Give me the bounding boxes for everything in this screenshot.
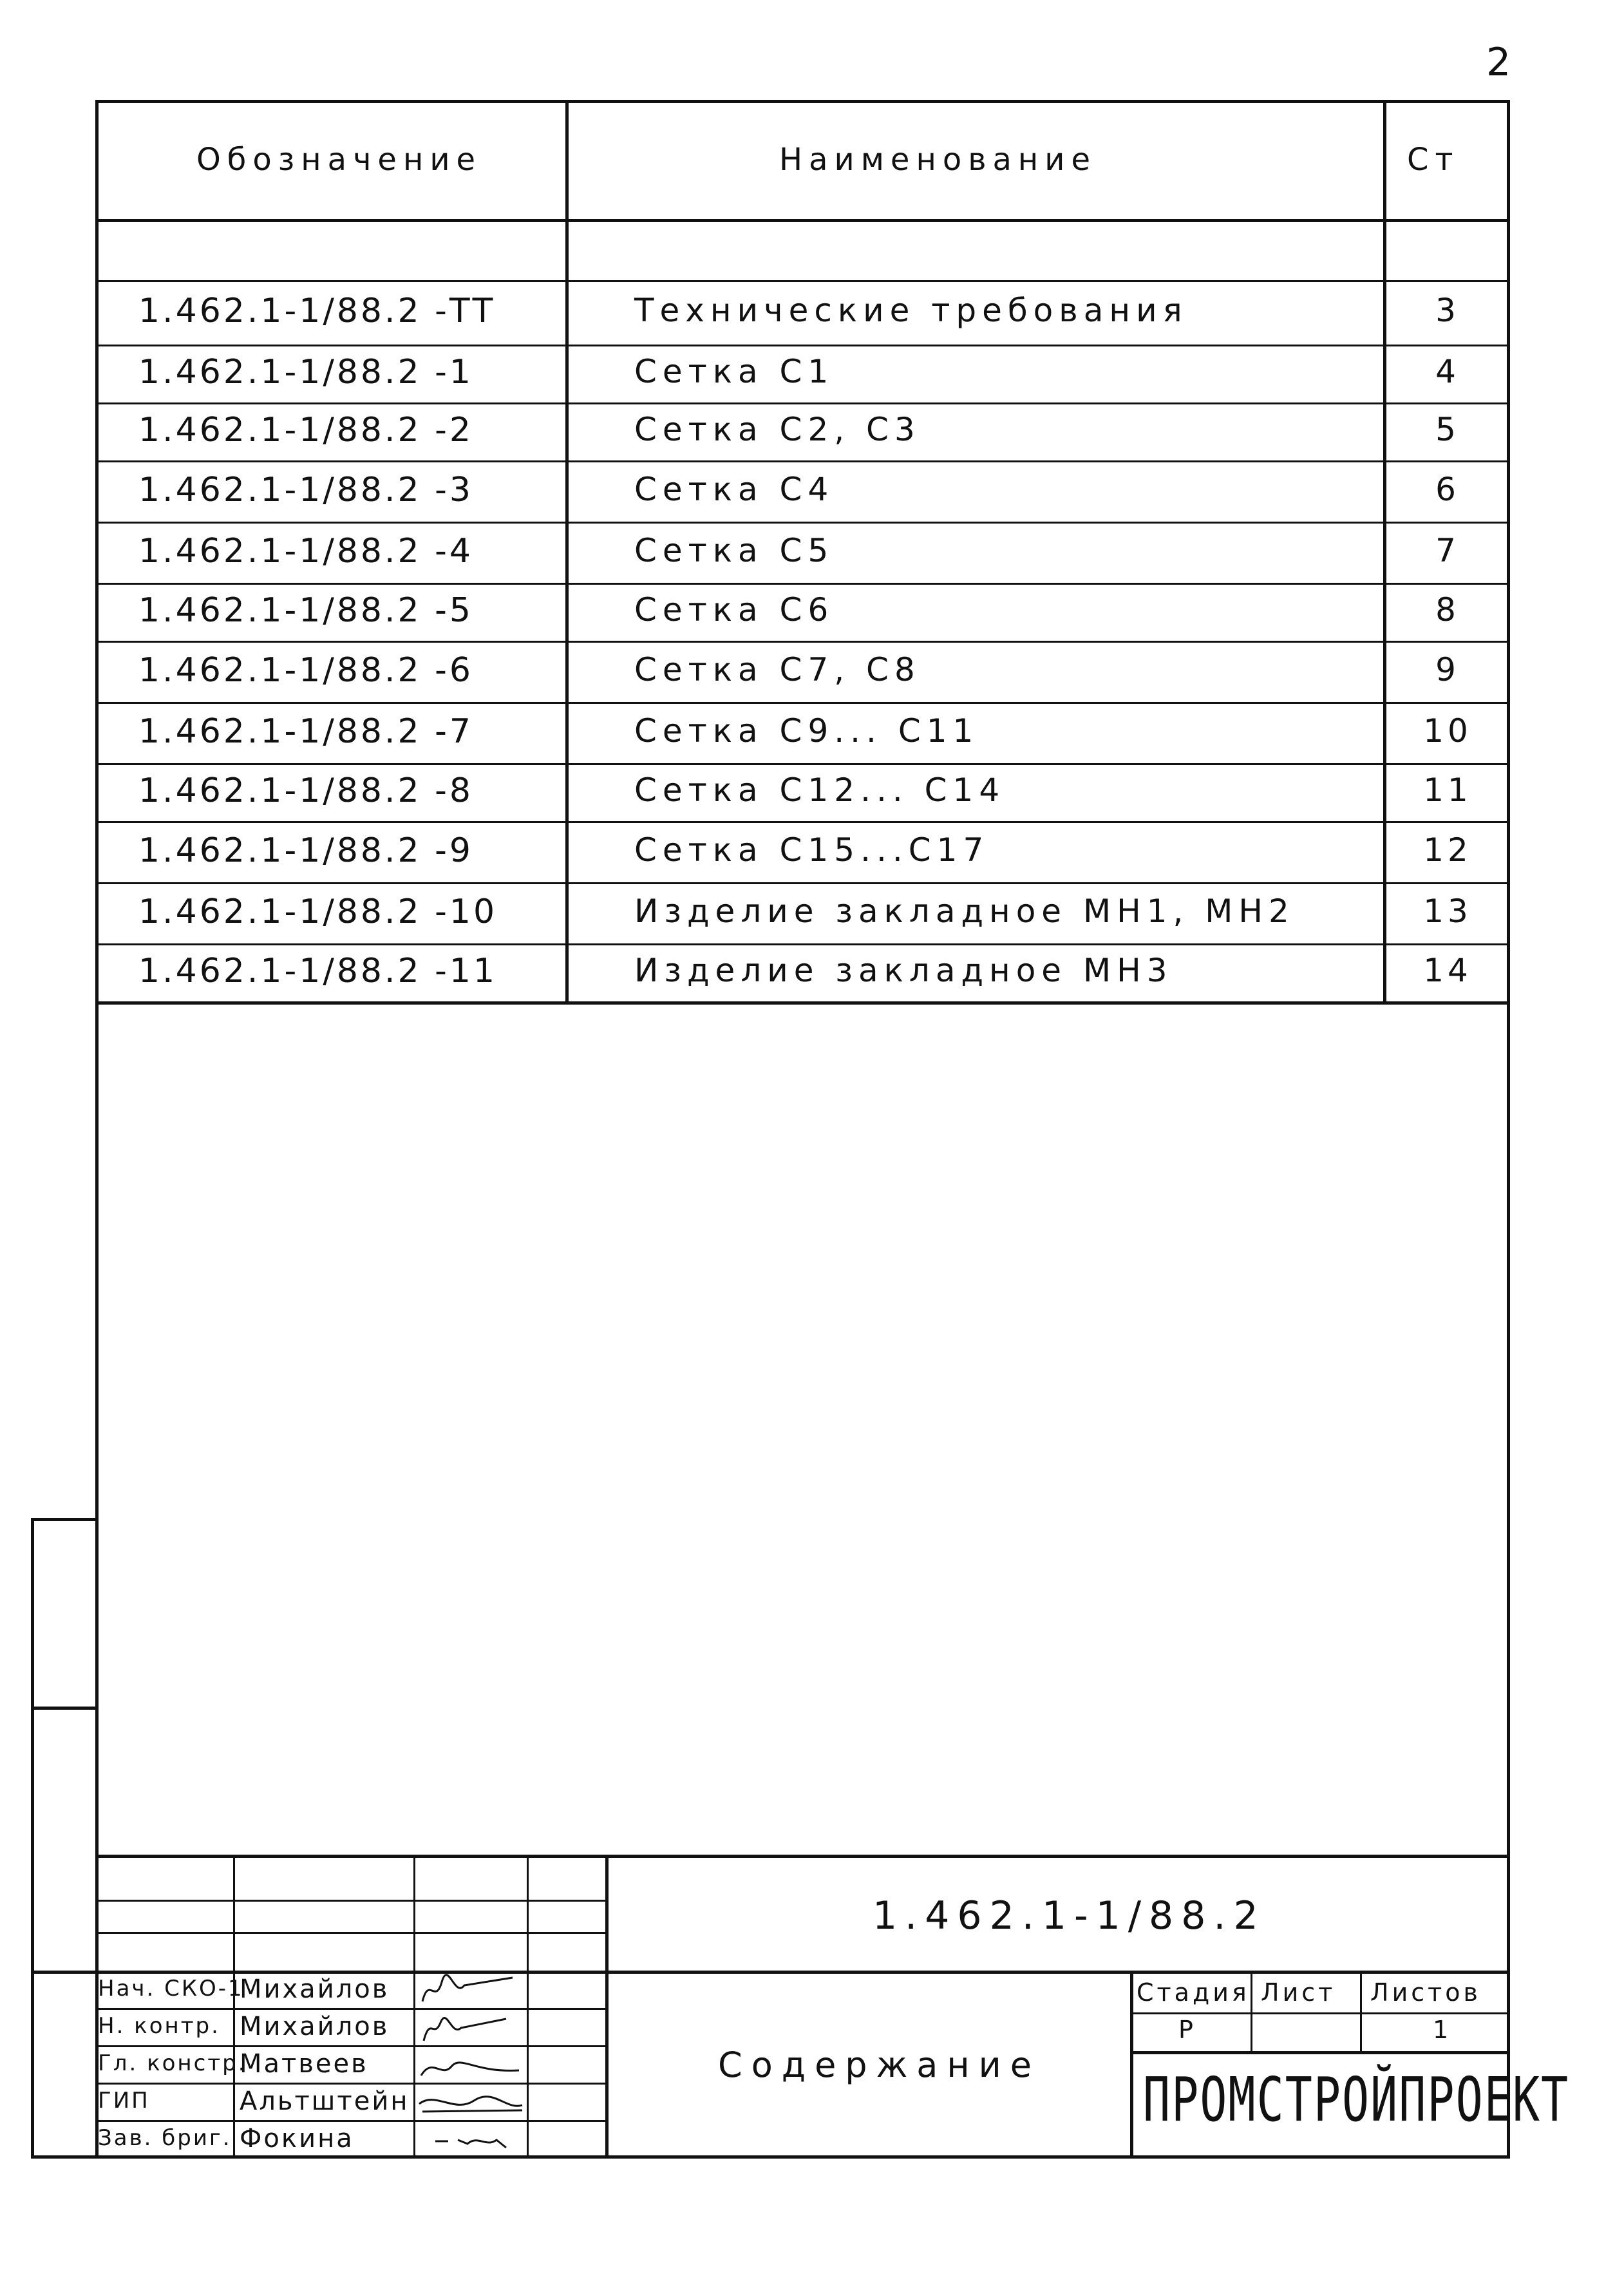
signature-mark xyxy=(416,1972,525,2009)
document-code: 1.462.1-1/88.2 xyxy=(873,1893,1266,1938)
header-designation: Обозначение xyxy=(196,142,482,178)
signatory-role: Нач. СКО-1 xyxy=(98,1976,244,2001)
sheet-number: 2 xyxy=(1486,40,1511,85)
row-line xyxy=(95,702,1510,704)
row-page: 6 xyxy=(1435,470,1460,508)
tb-row-line xyxy=(95,2008,605,2010)
row-designation: 1.462.1-1/88.2 -8 xyxy=(138,771,474,810)
header-bottom-line xyxy=(95,219,1510,222)
row-name: Изделие закладное МН1, МН2 xyxy=(634,892,1295,930)
title-block-top xyxy=(95,1855,1510,1858)
title-block-mid xyxy=(605,1971,1510,1974)
row-name: Технические требования xyxy=(634,292,1188,329)
row-name: Сетка С15...С17 xyxy=(634,831,990,869)
row-page: 9 xyxy=(1435,650,1460,688)
row-name: Сетка С2, С3 xyxy=(634,411,921,448)
signatory-name: Михайлов xyxy=(240,1974,390,2004)
tb-row-line xyxy=(95,2120,605,2122)
stage-box-left xyxy=(1130,1971,1133,2159)
row-name: Сетка С5 xyxy=(634,531,835,569)
tb-row-line xyxy=(95,2045,605,2047)
title-block-divider xyxy=(605,1855,609,2159)
row-designation: 1.462.1-1/88.2 -10 xyxy=(138,892,498,931)
row-page: 3 xyxy=(1435,292,1460,329)
stage-value: Р xyxy=(1178,2016,1196,2044)
row-page: 13 xyxy=(1423,892,1472,930)
row-designation: 1.462.1-1/88.2 -6 xyxy=(138,650,474,690)
binding-strip-divider-2 xyxy=(31,1971,99,1974)
row-line xyxy=(95,345,1510,346)
signatory-name: Альтштейн xyxy=(240,2086,410,2116)
row-designation: 1.462.1-1/88.2 -2 xyxy=(138,411,474,449)
tb-row-line xyxy=(95,2083,605,2085)
row-line xyxy=(95,641,1510,643)
stage-box-bottom xyxy=(1130,2051,1510,2054)
signatory-name: Матвеев xyxy=(240,2049,368,2079)
signatory-name: Михайлов xyxy=(240,2012,390,2041)
row-page: 11 xyxy=(1423,771,1472,809)
stage-box-line xyxy=(1130,2012,1510,2014)
row-page: 14 xyxy=(1423,952,1472,989)
organization-name: ПРОМСТРОЙПРОЕКТ xyxy=(1143,2064,1570,2135)
stage-label: Стадия xyxy=(1137,1978,1250,2007)
header-name: Наименование xyxy=(779,142,1097,178)
row-designation: 1.462.1-1/88.2 -4 xyxy=(138,531,474,571)
row-name: Сетка С9... С11 xyxy=(634,712,979,750)
row-line xyxy=(95,1001,1510,1005)
col-divider-2 xyxy=(1383,100,1386,1001)
signature-mark xyxy=(416,2122,525,2158)
row-name: Сетка С6 xyxy=(634,591,835,629)
signatory-role: Гл. констр. xyxy=(98,2050,247,2076)
binding-strip-divider-1 xyxy=(31,1707,99,1710)
row-designation: 1.462.1-1/88.2 -1 xyxy=(138,353,474,392)
row-designation: 1.462.1-1/88.2 -9 xyxy=(138,831,474,870)
tb-row-line xyxy=(95,1971,605,1974)
row-page: 8 xyxy=(1435,591,1460,629)
signature-mark xyxy=(416,2085,525,2121)
sheet-col xyxy=(1360,1971,1362,2051)
signatory-role: Зав. бриг. xyxy=(98,2125,232,2151)
signatory-role: Н. контр. xyxy=(98,2013,220,2039)
row-line xyxy=(95,402,1510,404)
col-divider-1 xyxy=(565,100,569,1001)
row-line xyxy=(95,943,1510,945)
sheets-label: Листов xyxy=(1370,1978,1481,2007)
binding-strip xyxy=(31,1518,99,2159)
sheets-value: 1 xyxy=(1433,2016,1452,2044)
document-title: Содержание xyxy=(718,2045,1041,2085)
tb-row-line xyxy=(95,1900,605,1902)
row-name: Сетка С12... С14 xyxy=(634,771,1006,809)
row-designation: 1.462.1-1/88.2 -5 xyxy=(138,591,474,630)
header-page: Ст xyxy=(1407,142,1460,178)
row-designation: 1.462.1-1/88.2 -11 xyxy=(138,952,498,990)
row-line xyxy=(95,821,1510,823)
row-line xyxy=(95,522,1510,524)
row-line xyxy=(95,280,1510,282)
signature-mark xyxy=(416,2010,525,2046)
sheet-label: Лист xyxy=(1261,1978,1336,2007)
row-line xyxy=(95,763,1510,765)
tb-row-line xyxy=(95,1932,605,1934)
row-page: 12 xyxy=(1423,831,1472,869)
row-name: Изделие закладное МН3 xyxy=(634,952,1173,989)
row-designation: 1.462.1-1/88.2 -7 xyxy=(138,712,474,751)
row-page: 4 xyxy=(1435,353,1460,390)
signatory-name: Фокина xyxy=(240,2124,354,2153)
row-name: Сетка С7, С8 xyxy=(634,650,921,688)
signature-mark xyxy=(416,2047,525,2083)
stage-col xyxy=(1251,1971,1252,2051)
row-name: Сетка С4 xyxy=(634,470,835,508)
row-line xyxy=(95,583,1510,585)
row-page: 5 xyxy=(1435,411,1460,448)
row-line xyxy=(95,882,1510,884)
row-designation: 1.462.1-1/88.2 -3 xyxy=(138,470,474,509)
row-line xyxy=(95,460,1510,462)
row-page: 7 xyxy=(1435,531,1460,569)
drawing-frame xyxy=(95,100,1510,2159)
signatory-role: ГИП xyxy=(98,2088,150,2114)
row-name: Сетка С1 xyxy=(634,353,835,390)
row-page: 10 xyxy=(1423,712,1472,750)
row-designation: 1.462.1-1/88.2 -ТТ xyxy=(138,292,496,330)
